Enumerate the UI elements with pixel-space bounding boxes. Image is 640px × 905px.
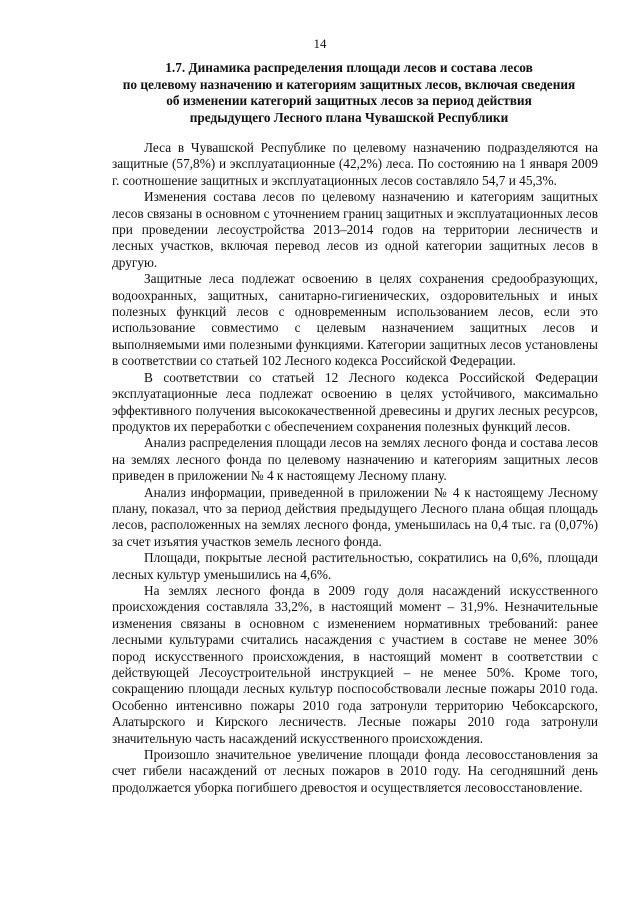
paragraph: На землях лесного фонда в 2009 году доля насаждений искусственного происхождения составляла 33,2%, в настоящий момент – 31,9%. Незначительные изменения связаны в основном с изменением нормативных требований: ранее лесными культурами считались насаждения с участием в составе не менее 30% пород искусственного происхождения, в настоящий момент в соответствии с действующей Лесоустроительной инструкцией – не менее 50%. Кроме того, сокращению площади лесных культур поспособствовали лесные пожары 2010 года. Особенно интенсивно пожары 2010 года затронули территорию Чебоксарского, Алатырского и Кирского лесничеств. Лесные пожары 2010 года затронули значительную часть насаждений искусственного происхождения. [112, 582, 598, 746]
paragraph: Анализ распределения площади лесов на землях лесного фонда и состава лесов на землях лесного фонда по целевому назначению и категориям защитных лесов приведен в приложении № 4 к настоящему Лесному плану. [112, 435, 598, 484]
body-text [112, 140, 598, 796]
heading-line: 1.7. Динамика распределения площади лесов и состава лесов [165, 60, 533, 75]
heading-line: предыдущего Лесного плана Чувашской Республики [189, 109, 509, 125]
heading-line: по целевому назначению и категориям защитных лесов, включая сведения [122, 76, 576, 92]
paragraph: Изменения состава лесов по целевому назначению и категориям защитных лесов связаны в основном с уточнением границ защитных и эксплуатационных лесов при проведении лесоустройства 2013–2014 годов на территории лесничеств и лесных участков, включая перевод лесов из одной категории защитных лесов в другую. [112, 189, 598, 270]
paragraph: Защитные леса подлежат освоению в целях сохранения средообразующих, водоохранных, защитных, санитарно-гигиенических, оздоровительных и иных полезных функций лесов с одновременным использованием лесов, если это использование совместимо с целевым назначением защитных лесов и выполняемыми ими полезными функциями. Категории защитных лесов установлены в соответствии со статьей 102 Лесного кодекса Российской Федерации. [112, 271, 598, 369]
paragraph: Площади, покрытые лесной растительностью, сократились на 0,6%, площади лесных культур уменьшились на 4,6%. [112, 550, 598, 582]
paragraph: Анализ информации, приведенной в приложении № 4 к настоящему Лесному плану, показал, что за период действия предыдущего Лесного плана общая площадь лесов, расположенных на землях лесного фонда, уменьшилась на 0,4 тыс. га (0,07%) за счет изъятия участков земель лесного фонда. [112, 484, 598, 549]
heading-line: об изменении категорий защитных лесов за период действия [166, 93, 532, 108]
page-number: 14 [313, 36, 327, 51]
section-heading [100, 60, 598, 126]
paragraph: Произошло значительное увеличение площади фонда лесовосстановления за счет гибели насаждений от лесных пожаров в 2010 году. На сегодняшний день продолжается уборка погибшего древостоя и осуществляется лесовосстановление. [112, 747, 598, 795]
paragraph: В соответствии со статьей 12 Лесного кодекса Российской Федерации эксплуатационные леса подлежат освоению в целях устойчивого, максимально эффективного получения высококачественной древесины и других лесных ресурсов, продуктов их переработки с обеспечением сохранения полезных функций лесов. [112, 369, 598, 434]
paragraph: Леса в Чувашской Республике по целевому назначению подразделяются на защитные (57,8%) и эксплуатационные (42,2%) леса. По состоянию на 1 января 2009 г. соотношение защитных и эксплуатационных лесов составляло 54,7 и 45,3%. [112, 140, 598, 188]
